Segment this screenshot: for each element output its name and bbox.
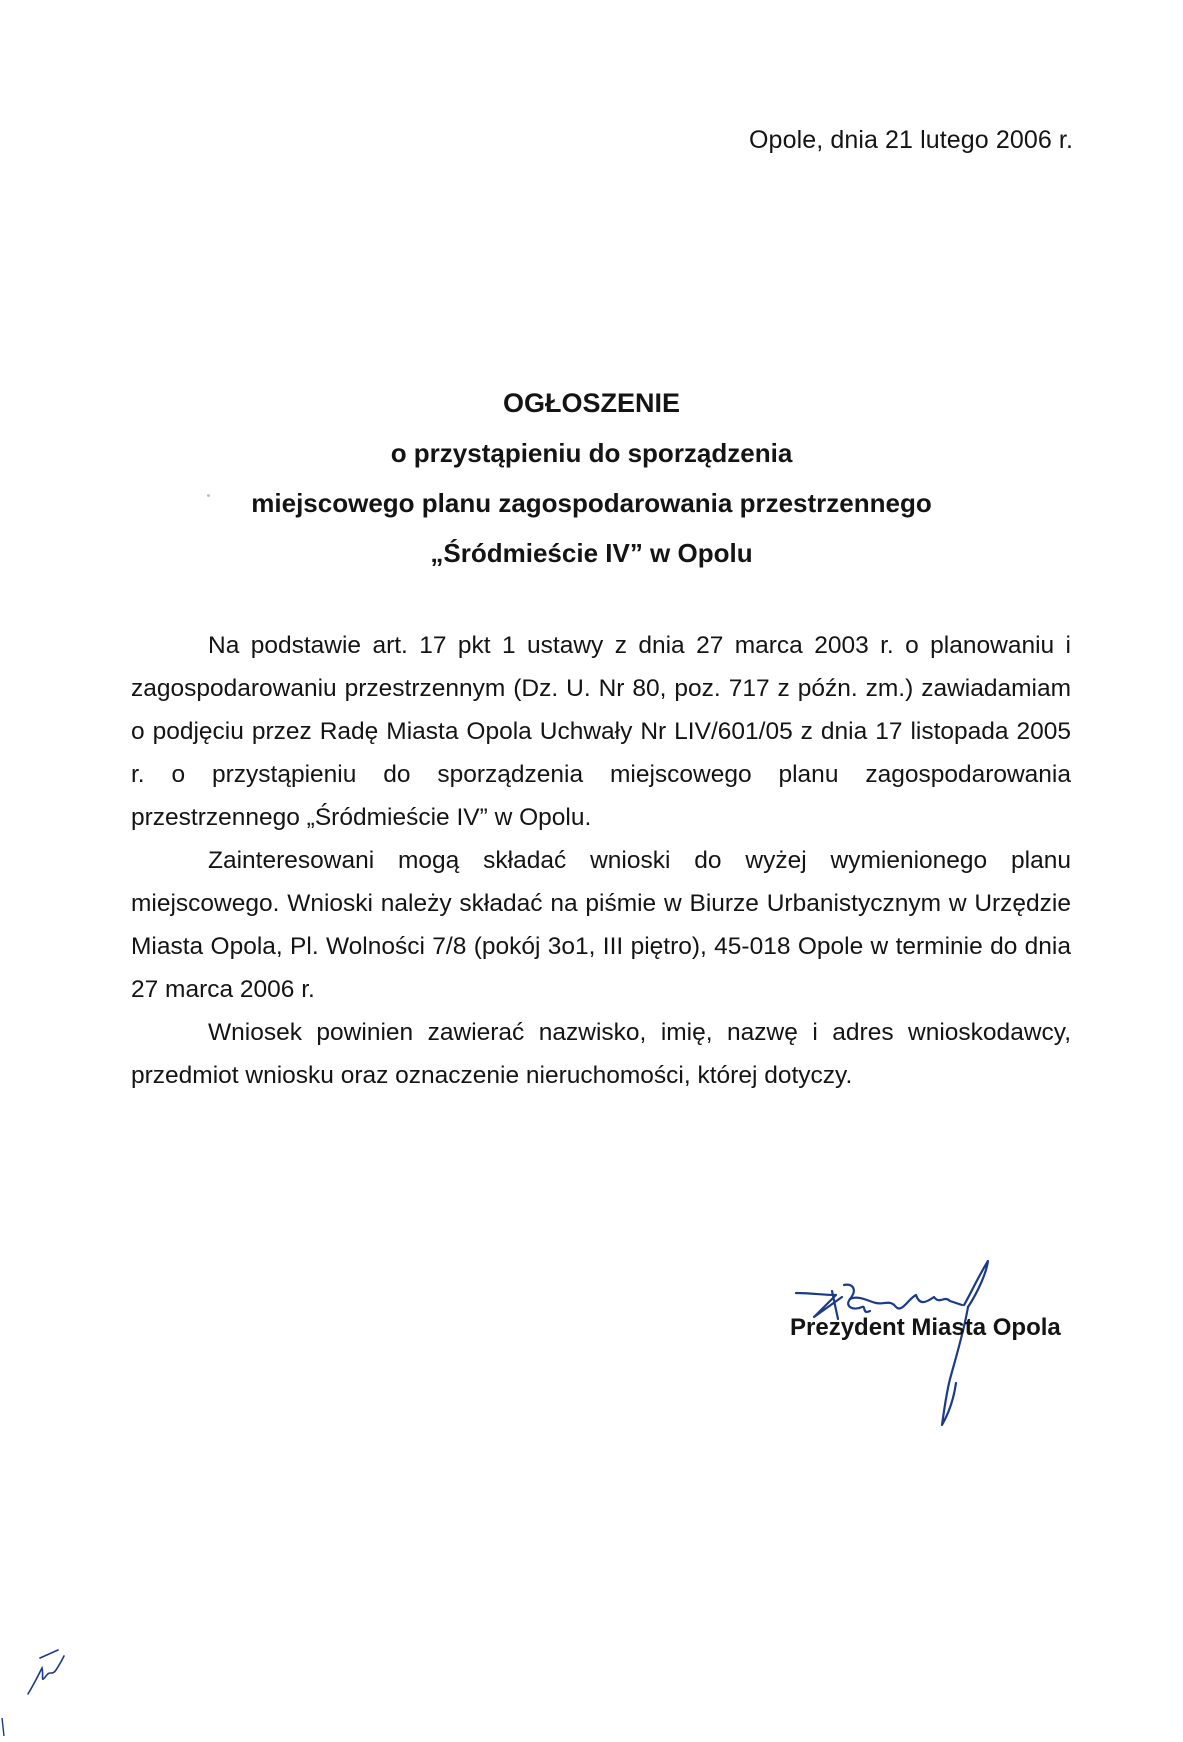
heading-line-4: „Śródmieście IV” w Opolu [430, 538, 753, 568]
announcement-body [131, 624, 1071, 1097]
heading-line-3: miejscowego planu zagospodarowania przestrzennego [251, 488, 932, 518]
signatory-title: Prezydent Miasta Opola [790, 1314, 1061, 1341]
heading-line-2: o przystąpieniu do sporządzenia [390, 438, 793, 468]
handwritten-signature [792, 1255, 1022, 1430]
margin-initials [26, 1640, 66, 1700]
paragraph-legal-basis: Na podstawie art. 17 pkt 1 ustawy z dnia 27 marca 2003 r. o planowaniu i zagospodarowaniu przestrzennym (Dz. U. Nr 80, poz. 717 z późn. zm.) zawiadamiam o podjęciu przez Radę Miasta Opola Uchwały Nr LIV/601/05 z dnia 17 listopada 2005 r. o przystąpieniu do sporządzenia miejscowego planu zagospodarowania przestrzennego „Śródmieście IV” w Opolu. [131, 632, 1071, 831]
date-line: Opole, dnia 21 lutego 2006 r. [749, 126, 1073, 154]
scan-edge-mark [0, 1716, 8, 1738]
signature-block [770, 1255, 1100, 1435]
paragraph-application-contents: Wniosek powinien zawierać nazwisko, imię, nazwę i adres wnioskodawcy, przedmiot wniosku oraz oznaczenie nieruchomości, której dotyczy. [131, 1019, 1071, 1089]
paragraph-submission-info: Zainteresowani mogą składać wnioski do wyżej wymienionego planu miejscowego. Wnioski należy składać na piśmie w Biurze Urbanistycznym w Urzędzie Miasta Opola, Pl. Wolności 7/8 (pokój 3o1, III piętro), 45-018 Opole w terminie do dnia 27 marca 2006 r. [131, 847, 1071, 1003]
announcement-heading [0, 378, 1183, 578]
heading-title: OGŁOSZENIE [502, 388, 681, 418]
